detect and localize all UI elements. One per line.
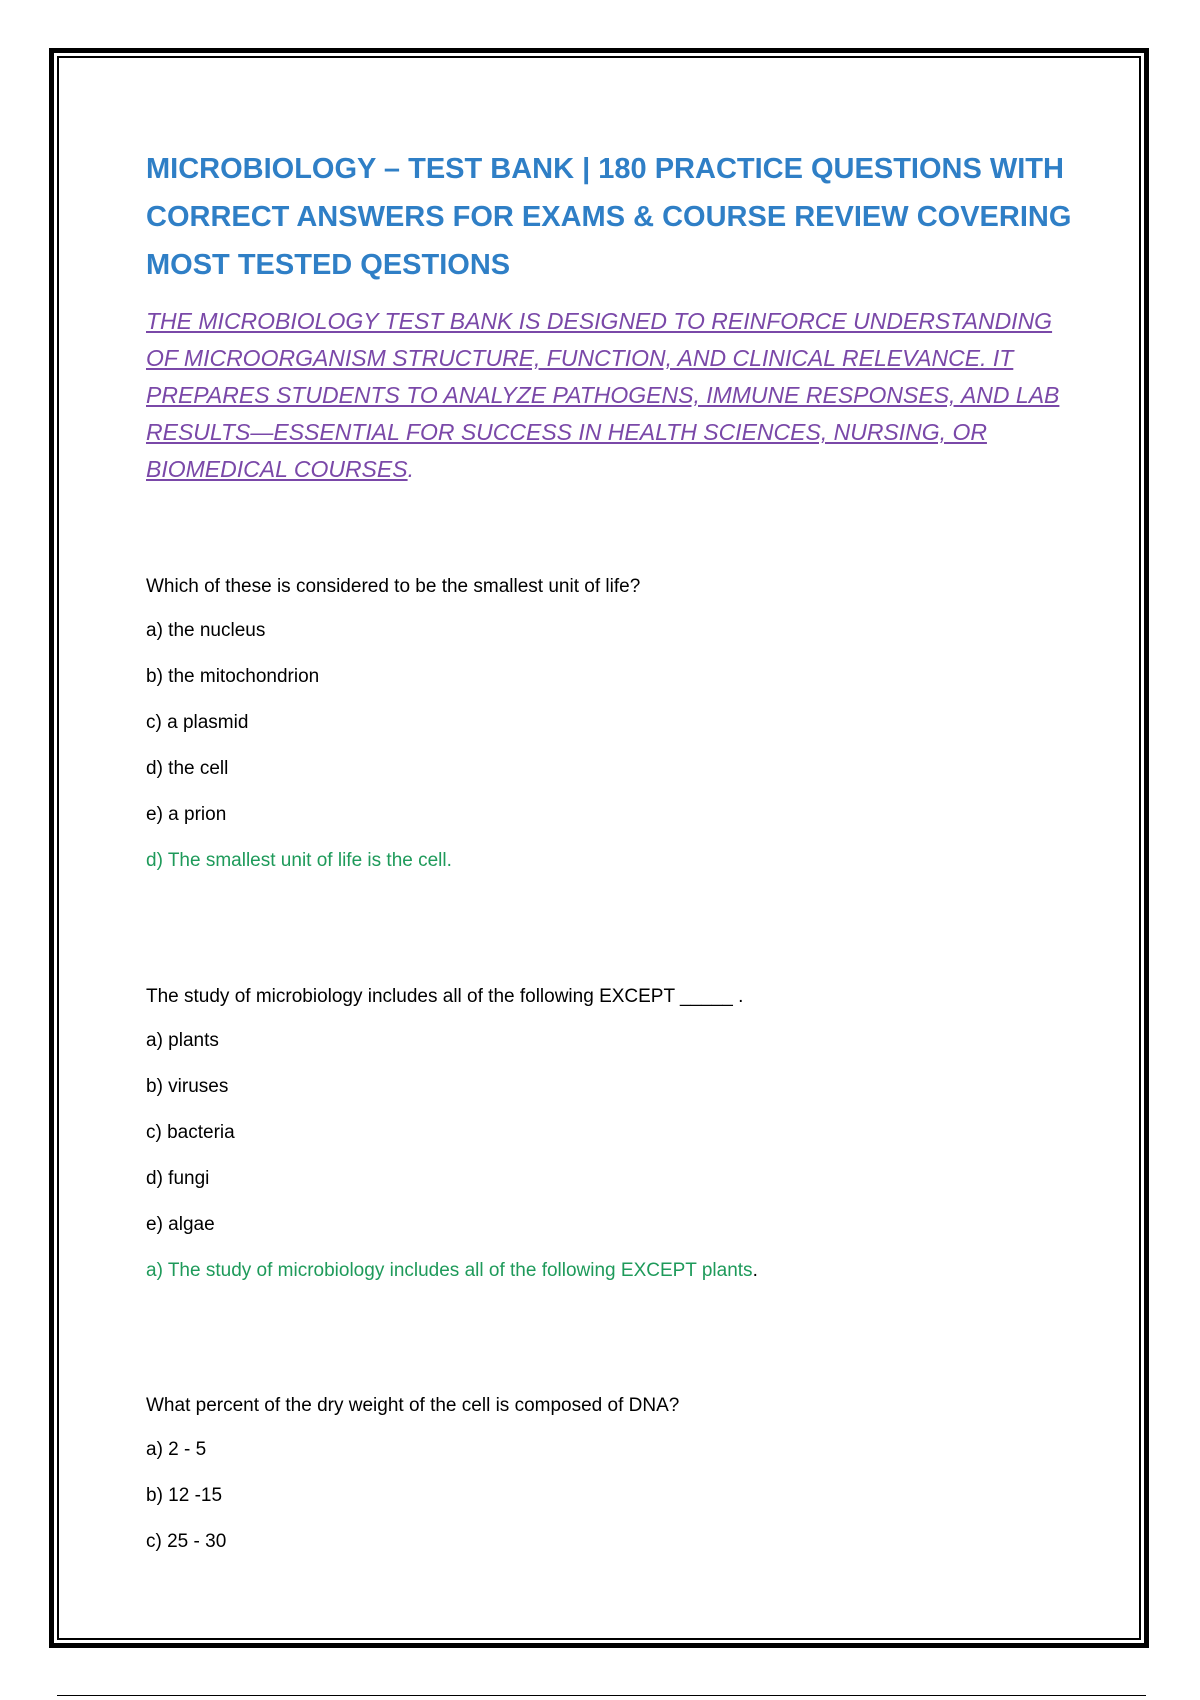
question-3: [146, 1394, 1076, 1576]
option-e: e) a prion: [146, 804, 227, 825]
intro-text: THE MICROBIOLOGY TEST BANK IS DESIGNED TO REINFORCE UNDERSTANDING OF MICROORGANISM STRUCTURE, FUNCTION, AND CLINICAL RELEVANCE. IT PREPARES STUDENTS TO ANALYZE PATHOGENS, IMMUNE RESPONSES, AND LAB RESULTS—ESSENTIAL FOR SUCCESS IN HEALTH SCIENCES, NURSING, OR BIOMEDICAL COURSES: [146, 308, 1060, 482]
option-b: b) viruses: [146, 1076, 229, 1097]
correct-answer: [146, 1259, 1076, 1283]
document-body: [146, 145, 1076, 1552]
answer-period: .: [752, 1260, 758, 1281]
option-c: c) 25 - 30: [146, 1531, 227, 1552]
option-e: e) algae: [146, 1214, 215, 1235]
option-c: c) bacteria: [146, 1122, 235, 1143]
document-title: MICROBIOLOGY – TEST BANK | 180 PRACTICE QUESTIONS WITH CORRECT ANSWERS FOR EXAMS & COURSE REVIEW COVERING MOST TESTED QESTIONS: [146, 153, 1072, 281]
option-d: d) fungi: [146, 1168, 210, 1189]
option-b: b) 12 -15: [146, 1485, 223, 1506]
option-c: c) a plasmid: [146, 712, 249, 733]
option-d: d) the cell: [146, 758, 229, 779]
intro-period: .: [407, 456, 414, 482]
answer-text: d) The smallest unit of life is the cell.: [146, 850, 452, 871]
question-text: The study of microbiology includes all of the following EXCEPT _____ .: [146, 986, 744, 1007]
question-1: [146, 575, 1076, 873]
answer-text: a) The study of microbiology includes all of the following EXCEPT plants: [146, 1260, 753, 1281]
option-b: b) the mitochondrion: [146, 666, 320, 687]
question-text: Which of these is considered to be the smallest unit of life?: [146, 576, 641, 597]
question-2: [146, 985, 1076, 1283]
footer-rule: [57, 1695, 1146, 1696]
option-a: a) the nucleus: [146, 620, 266, 641]
correct-answer: [146, 849, 1076, 873]
option-a: a) 2 - 5: [146, 1439, 207, 1460]
question-text: What percent of the dry weight of the cell is composed of DNA?: [146, 1395, 680, 1416]
option-a: a) plants: [146, 1030, 219, 1051]
intro-paragraph: [146, 303, 1076, 488]
